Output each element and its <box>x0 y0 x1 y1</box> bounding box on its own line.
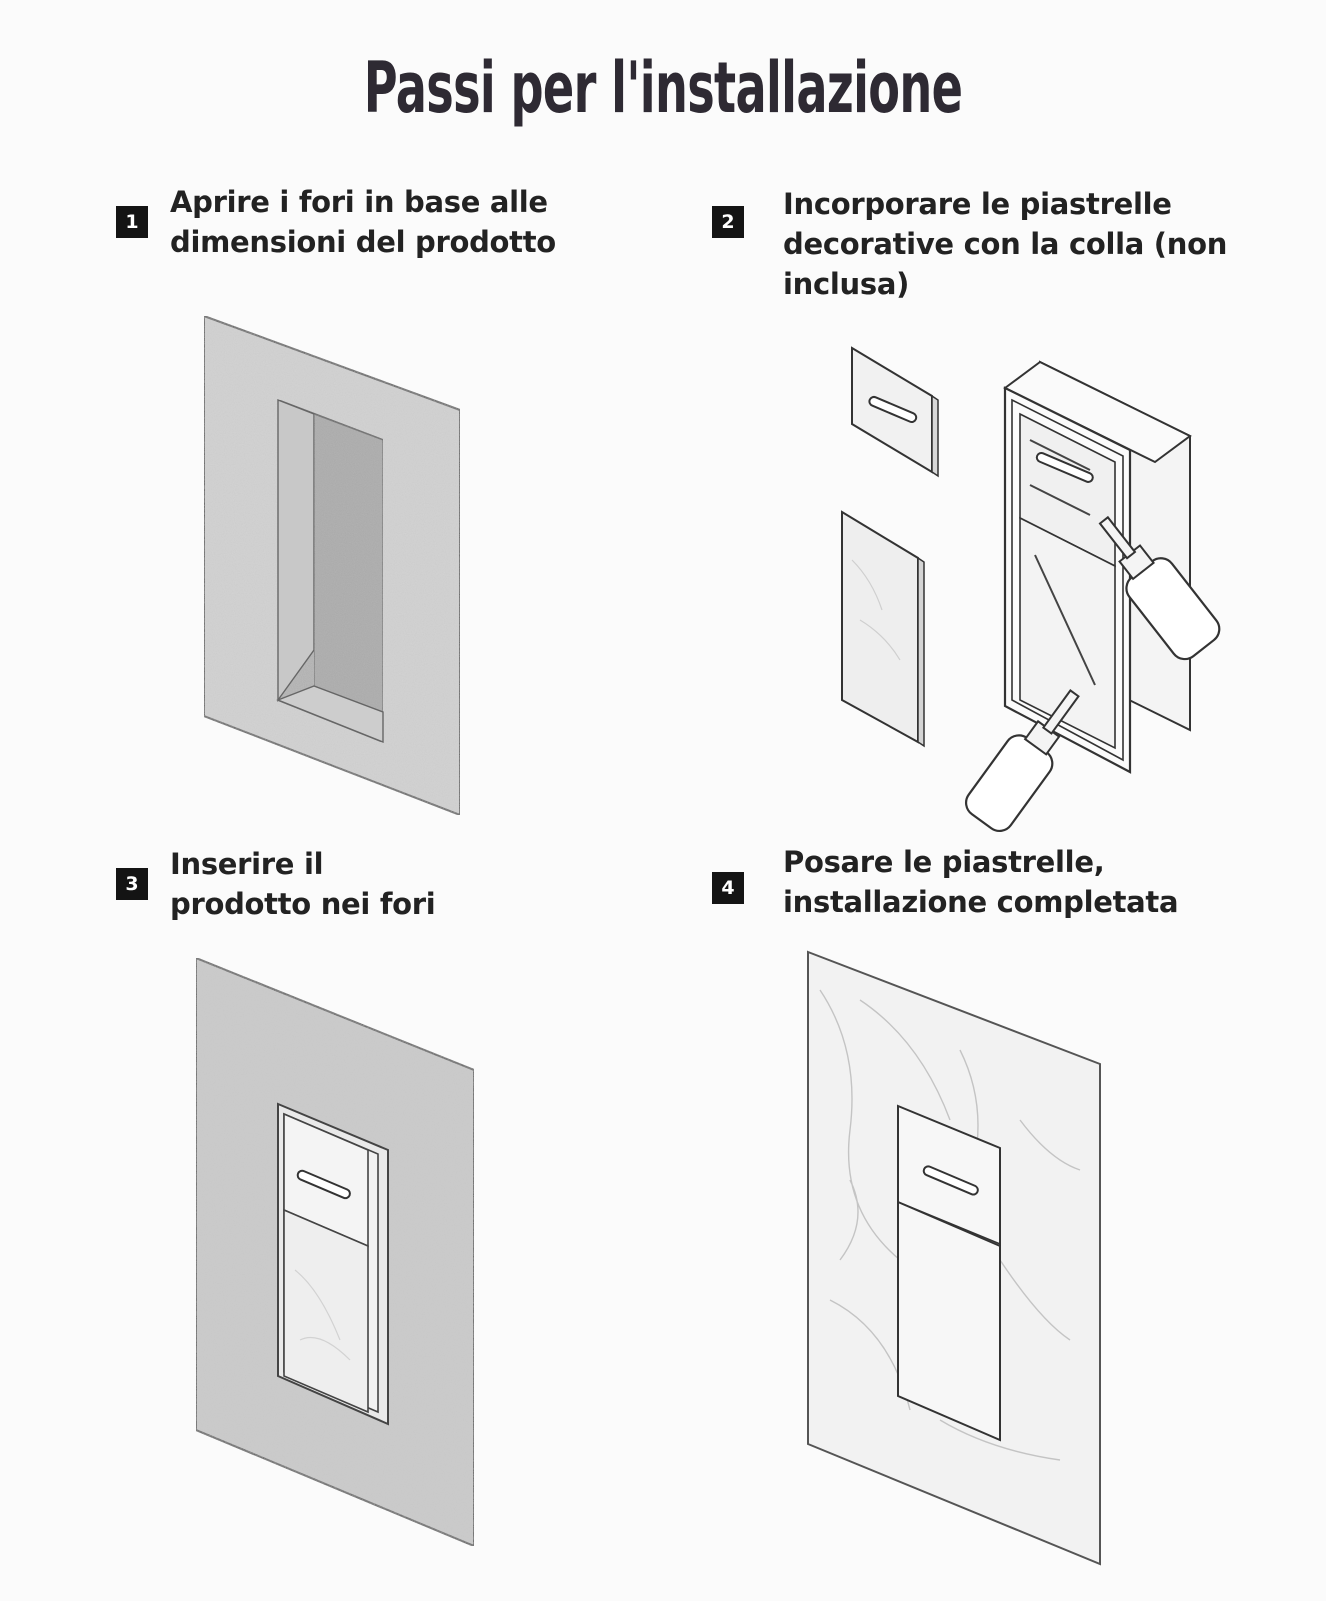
step-4-number-badge: 4 <box>712 872 744 904</box>
step-3-number-badge: 3 <box>116 868 148 900</box>
step-2-instruction: Incorporare le piastrelle decorative con la colla (non inclusa) <box>783 187 1228 301</box>
step-3-product-inserted-illustration <box>196 958 474 1546</box>
page-title: Passi per l'installazione <box>363 47 963 129</box>
step-4-completed-illustration <box>808 952 1100 1564</box>
step-2-number-badge: 2 <box>712 206 744 238</box>
step-2-tiles-glue-illustration <box>842 348 1225 836</box>
step-4-instruction: Posare le piastrelle, installazione completata <box>783 845 1179 919</box>
step-1-wall-hole-illustration <box>204 316 460 815</box>
step-1-number-badge: 1 <box>116 206 148 238</box>
step-3-instruction: Inserire il prodotto nei fori <box>170 847 436 921</box>
step-1-instruction: Aprire i fori in base alle dimensioni del prodotto <box>170 185 556 259</box>
